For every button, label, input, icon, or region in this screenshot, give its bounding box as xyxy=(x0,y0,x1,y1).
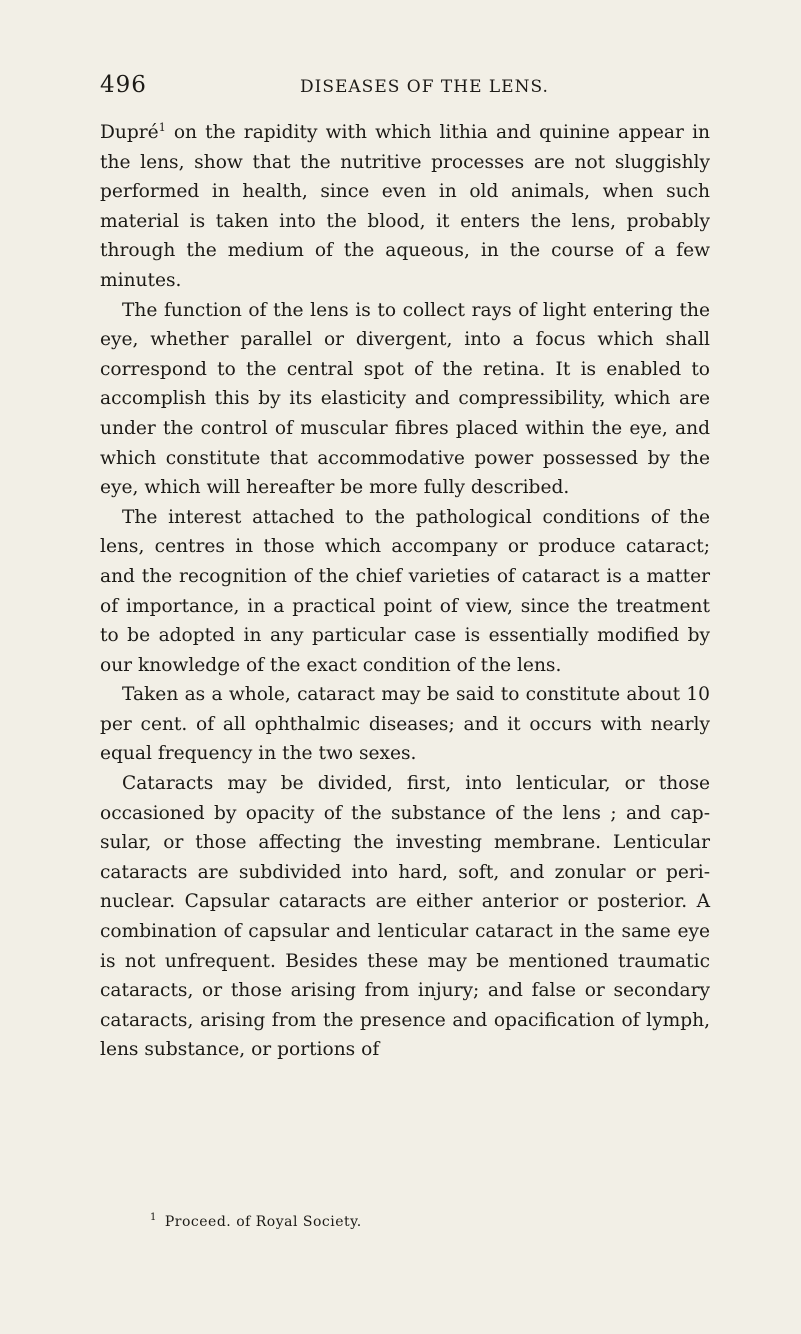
footnote xyxy=(150,1214,362,1230)
running-head: DISEASES OF THE LENS. xyxy=(300,77,549,97)
footnote-marker: 1 xyxy=(150,1212,157,1224)
paragraph-1-text: on the rapidity with which lithia and quinine appear in the lens, show that the nutritive processes are not sluggishly performed in health, since even in old animals, when such material is taken into the blood, it enters the lens, probably through the medium of the aqueous, in the course of a few minutes. xyxy=(100,122,710,291)
paragraph-3: The interest attached to the pathological conditions of the lens, centres in those which accompany or produce cataract; and the recognition of the chief varieties of cataract is a matter of importance, in a practical point of view, since the treatment to be adopted in any particular case is essentially modified by our knowledge of the exact condition of the lens. xyxy=(100,506,710,676)
paragraph-1 xyxy=(100,118,710,296)
page-number: 496 xyxy=(100,72,147,98)
paragraph-5: Cataracts may be divided, first, into lenticular, or those occasioned by opacity of the substance of the lens ; and capsular, or those affecting the investing membrane. Lenticular cataracts are subdivided into hard, soft, and zonular or perinuclear. Capsular cataracts are either anterior or posterior. A combination of capsular and lenticular cataract in the same eye is not unfrequent. Besides these may be mentioned traumatic cataracts, or those arising from injury; and false or secondary cataracts, arising from the presence and opacification of lymph, lens substance, or portions of xyxy=(100,773,710,1061)
paragraph-4: Taken as a whole, cataract may be said to constitute about 10 per cent. of all ophthalmic diseases; and it occurs with nearly equal frequency in the two sexes. xyxy=(100,684,710,765)
author-name: Dupré xyxy=(100,122,159,143)
page-header xyxy=(100,72,710,106)
paragraph-2: The function of the lens is to collect rays of light entering the eye, whether parallel or divergent, into a focus which shall correspond to the central spot of the retina. It is enabled to accomplish this by its elasticity and compressibility, which are under the control of muscular fibres placed within the eye, and which constitute that accommodative power possessed by the eye, which will hereafter be more fully described. xyxy=(100,299,710,499)
body-text xyxy=(100,118,710,1065)
footnote-reference: 1 xyxy=(158,120,166,134)
footnote-text: Proceed. of Royal Society. xyxy=(164,1214,362,1230)
